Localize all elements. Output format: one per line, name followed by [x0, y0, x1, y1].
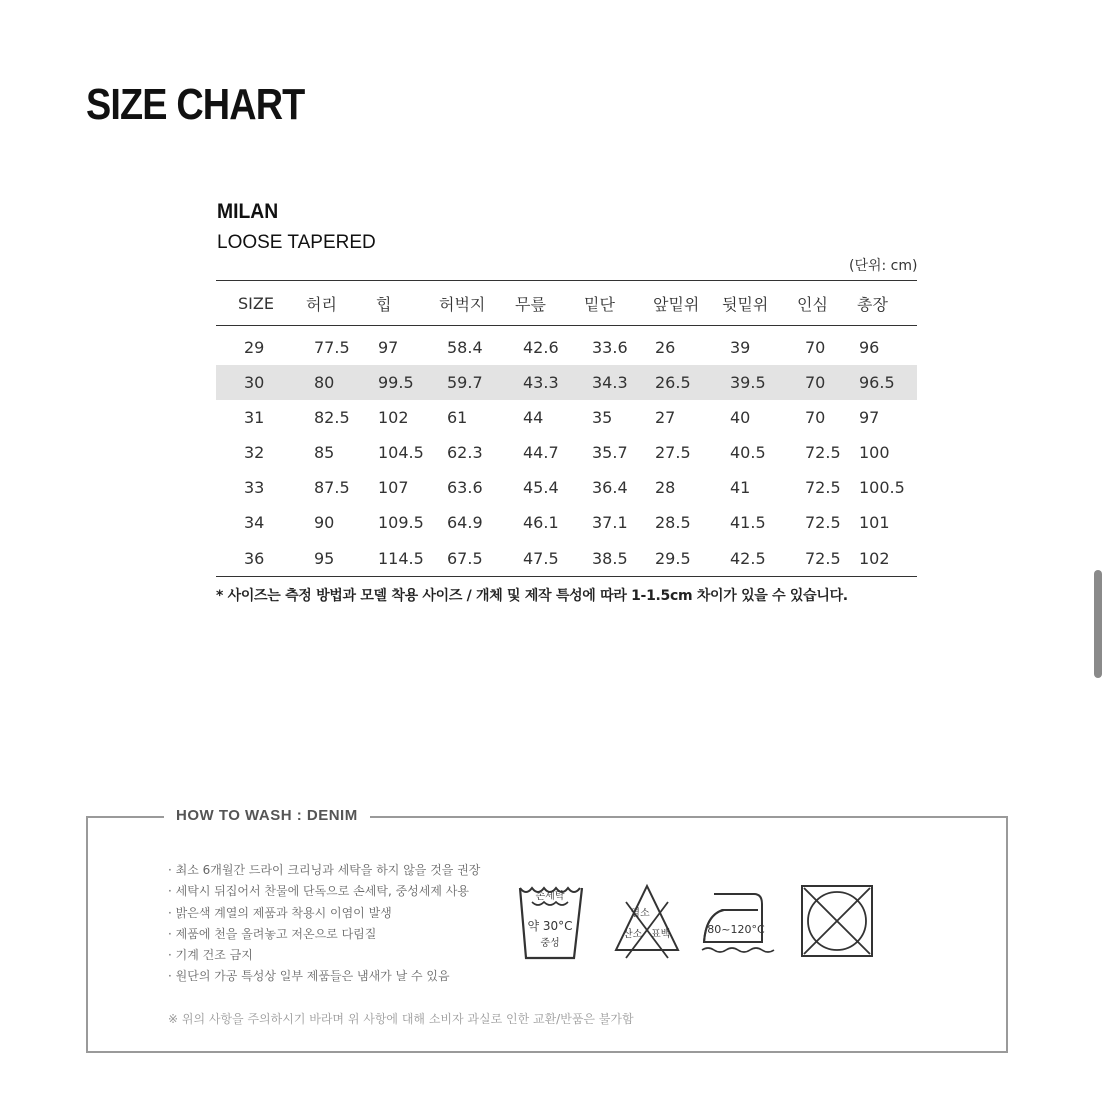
size-table-row — [216, 470, 917, 505]
iron-low-temp-icon — [700, 886, 776, 956]
size-table-cell: 27.5 — [655, 443, 691, 462]
size-table-cell: 42.5 — [722, 540, 797, 577]
size-table-cell: 70 — [805, 408, 826, 427]
size-table-cell: 33 — [244, 478, 265, 497]
bleach-chlorine-label: 염소 — [630, 908, 650, 919]
size-table-cell: 85 — [314, 443, 335, 462]
size-table-cell: 102 — [378, 408, 409, 427]
no-tumble-dry-icon — [800, 884, 874, 958]
product-heading — [217, 200, 376, 254]
bleach-oxygen-label: 산소 — [623, 929, 643, 940]
handwash-temp: 약 30°C — [527, 919, 573, 933]
size-table-cell: 26.5 — [653, 365, 722, 400]
size-table-cell: 97 — [378, 337, 399, 357]
size-table-header-cell: 밑단 — [584, 281, 653, 326]
size-table-cell: 109.5 — [378, 513, 424, 532]
size-table-cell: 100 — [859, 443, 890, 462]
size-table-row — [216, 435, 917, 470]
size-table-cell: 62.3 — [447, 443, 483, 462]
size-table-cell: 26 — [655, 337, 676, 357]
size-table-cell: 39 — [730, 337, 751, 357]
size-table-cell: 36 — [216, 540, 306, 577]
wash-instruction-item: · 기계 건조 금지 — [168, 948, 253, 963]
size-table-row — [216, 505, 917, 540]
size-table-cell: 90 — [314, 513, 335, 532]
size-table-cell: 43.3 — [515, 365, 584, 400]
product-name: MILAN — [217, 200, 279, 223]
size-table-cell: 97 — [859, 408, 880, 427]
size-table-header-cell: 뒷밑위 — [722, 281, 797, 326]
size-table-cell: 77.5 — [314, 337, 350, 357]
size-table-body — [216, 326, 917, 577]
product-fit: LOOSE TAPERED — [217, 232, 376, 253]
handwash-tub-icon — [516, 884, 588, 962]
size-table-cell: 29.5 — [653, 540, 722, 577]
size-table-cell: 70 — [805, 337, 826, 357]
size-table-cell: 31 — [244, 408, 265, 427]
size-table-cell: 38.5 — [584, 540, 653, 577]
page-title: SIZE CHART — [86, 80, 305, 129]
size-table-cell: 82.5 — [314, 408, 350, 427]
size-note: * 사이즈는 측정 방법과 모델 착용 사이즈 / 개체 및 제작 특성에 따라 1-1.5cm 차이가 있을 수 있습니다. — [216, 588, 848, 604]
size-table-cell: 32 — [244, 443, 265, 462]
wash-instruction-item: · 최소 6개월간 드라이 크리닝과 세탁을 하지 않을 것을 권장 — [168, 863, 481, 877]
size-table-cell: 42.6 — [523, 337, 559, 357]
wash-instruction-item: · 원단의 가공 특성상 일부 제품들은 냄새가 날 수 있음 — [168, 969, 450, 984]
size-table-cell: 39.5 — [722, 365, 797, 400]
size-table-cell: 28.5 — [655, 513, 691, 532]
handwash-label: 손세탁 — [535, 891, 565, 902]
size-table-header-cell: 허리 — [306, 281, 376, 326]
size-table-cell: 70 — [797, 365, 857, 400]
size-table-cell: 101 — [859, 513, 890, 532]
size-table-cell: 33.6 — [592, 337, 628, 357]
size-table-header-cell: 총장 — [857, 281, 917, 326]
size-table-cell: 44.7 — [523, 443, 559, 462]
size-table-header-cell: 무릎 — [515, 281, 584, 326]
size-table-cell: 61 — [447, 408, 468, 427]
size-table-cell: 36.4 — [592, 478, 628, 497]
size-table-cell: 37.1 — [592, 513, 628, 532]
size-table-cell: 96 — [859, 337, 880, 357]
size-table-cell: 41 — [730, 478, 751, 497]
wash-instructions — [168, 860, 480, 988]
size-table-cell: 64.9 — [447, 513, 483, 532]
size-table-cell: 99.5 — [376, 365, 439, 400]
size-table-row — [216, 365, 917, 400]
size-table-cell: 35.7 — [592, 443, 628, 462]
size-table-cell: 102 — [857, 540, 917, 577]
size-table-header-cell: 앞밑위 — [653, 281, 722, 326]
no-bleach-triangle-icon — [612, 882, 682, 962]
size-table-row — [216, 326, 917, 366]
wash-instruction-item: · 밝은색 계열의 제품과 착용시 이염이 발생 — [168, 905, 392, 920]
size-table-cell: 72.5 — [805, 513, 841, 532]
size-table-row — [216, 400, 917, 435]
size-table-cell: 104.5 — [378, 443, 424, 462]
size-table — [216, 280, 917, 577]
size-table-cell: 72.5 — [805, 478, 841, 497]
scrollbar-thumb[interactable] — [1094, 570, 1102, 678]
size-table-cell: 87.5 — [314, 478, 350, 497]
size-table-header — [216, 281, 917, 326]
size-table-cell: 28 — [655, 478, 676, 497]
wash-care-box — [86, 807, 1008, 1053]
size-table-header-cell: 허벅지 — [439, 281, 515, 326]
size-table-cell: 30 — [216, 365, 306, 400]
size-table-cell: 27 — [655, 408, 676, 427]
handwash-detergent: 중성 — [540, 938, 560, 949]
size-table-cell: 58.4 — [447, 337, 483, 357]
size-table-cell: 95 — [306, 540, 376, 577]
wash-footer-note: ※ 위의 사항을 주의하시기 바라며 위 사항에 대해 소비자 과실로 인한 교환/반품은 불가함 — [168, 1012, 634, 1026]
size-table-cell: 59.7 — [439, 365, 515, 400]
size-table-cell: 41.5 — [730, 513, 766, 532]
wash-title: HOW TO WASH : DENIM — [164, 807, 370, 824]
size-table-cell: 35 — [592, 408, 613, 427]
size-table-row — [216, 540, 917, 577]
size-table-cell: 44 — [523, 408, 544, 427]
size-table-cell: 114.5 — [376, 540, 439, 577]
size-table-cell: 34.3 — [584, 365, 653, 400]
size-table-cell: 47.5 — [515, 540, 584, 577]
unit-note: (단위: cm) — [849, 258, 918, 274]
size-table-cell: 96.5 — [857, 365, 917, 400]
size-table-cell: 63.6 — [447, 478, 483, 497]
size-table-cell: 107 — [378, 478, 409, 497]
size-table-cell: 100.5 — [859, 478, 905, 497]
size-table-cell: 67.5 — [439, 540, 515, 577]
wash-instruction-item: · 제품에 천을 올려놓고 저온으로 다림질 — [168, 926, 377, 941]
size-table-cell: 80 — [306, 365, 376, 400]
size-table-cell: 72.5 — [797, 540, 857, 577]
size-table-cell: 29 — [244, 337, 265, 357]
size-table-header-cell: SIZE — [216, 281, 306, 326]
iron-temp-label: 80~120°C — [707, 923, 765, 936]
size-table-cell: 40.5 — [730, 443, 766, 462]
wash-instruction-item: · 세탁시 뒤집어서 찬물에 단독으로 손세탁, 중성세제 사용 — [168, 884, 469, 899]
size-table-header-cell: 인심 — [797, 281, 857, 326]
size-table-cell: 46.1 — [523, 513, 559, 532]
size-table-cell: 72.5 — [805, 443, 841, 462]
size-table-cell: 40 — [730, 408, 751, 427]
size-table-cell: 34 — [244, 513, 265, 532]
size-table-cell: 45.4 — [523, 478, 559, 497]
bleach-bleach-label: 표백 — [651, 929, 671, 940]
size-table-header-cell: 힙 — [376, 281, 439, 326]
